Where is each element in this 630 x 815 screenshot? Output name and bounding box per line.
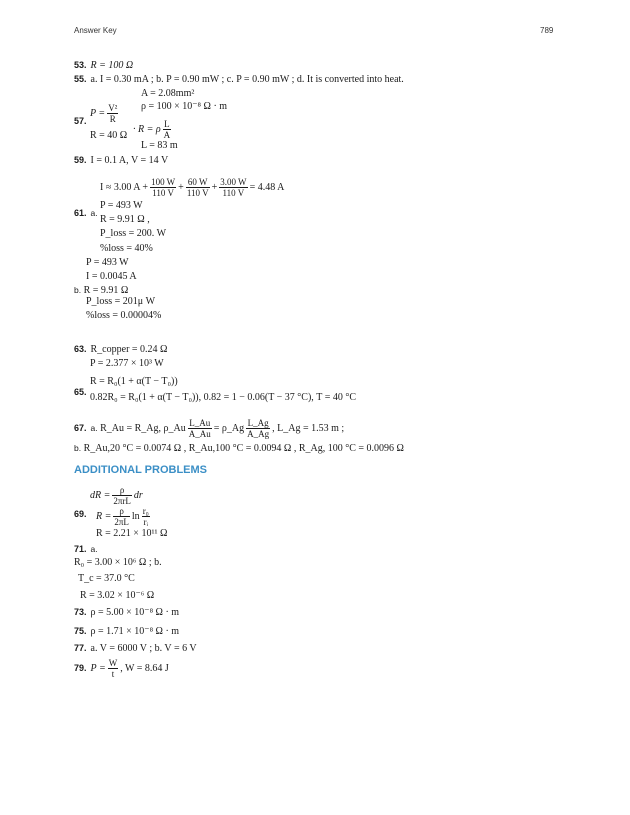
denominator: A_Ag [247,429,270,439]
equation-rhs: = 4.48 A [249,181,285,193]
part-label: b. [74,443,82,453]
numerator: ρ [113,506,130,517]
answer-text: a. I = 0.30 mA ; b. P = 0.90 mW ; c. P = 0.90 mW ; d. It is converted into heat. [90,74,404,85]
answer-67b [74,442,404,455]
answer-57-length: L = 83 m [141,140,178,151]
answer-text: , W = 8.64 J [120,662,169,674]
answer-text: ρ = 1.71 × 10⁻⁸ Ω · m [90,626,180,637]
problem-number: 57. [74,116,87,126]
fraction [113,506,130,527]
formula-end: dr [133,489,143,501]
problem-number: 75. [74,626,87,636]
answer-text: ρ = 5.00 × 10⁻⁸ Ω · m [90,607,180,618]
answer-55 [74,73,404,86]
numerator: ρ [112,485,132,496]
part-label: a. [90,208,98,218]
answer-65-solution: 0.82R₀ = R₀(1 + α(T − T₀)), 0.82 = 1 − 0.06(T − 37 °C), T = 40 °C [90,392,357,403]
answer-text: R_Au,20 °C = 0.0074 Ω , R_Au,100 °C = 0.0094 Ω , R_Ag, 100 °C = 0.0096 Ω [83,443,404,454]
answer-text: = ρ_Ag [213,422,245,434]
numerator: 3.00 W [220,177,247,187]
answer-69-differential [90,485,143,506]
answer-63 [74,343,167,356]
answer-61-number [74,207,98,220]
numerator: L [164,119,170,129]
part-label: a. [90,422,98,433]
answer-text: a. V = 6000 V ; b. V = 6 V [90,643,197,654]
fraction [107,103,118,124]
numerator: 100 W [151,177,176,187]
problem-number: 73. [74,607,87,617]
formula-lhs: dR = [90,489,111,501]
denominator: 110 V [152,188,174,198]
equation-lhs: I ≈ 3.00 A + [100,181,149,193]
problem-number: 65. [74,387,87,397]
answer-61a-resistance: R = 9.91 Ω , [100,214,150,225]
answer-79 [74,658,169,679]
answer-59-equation [100,177,284,198]
answer-75 [74,625,179,638]
fraction [188,418,212,439]
formula-lhs: R = [96,510,112,522]
answer-69-integral [96,506,152,527]
denominator: rᵢ [143,517,148,527]
answer-61b-loss: P_loss = 201μ W [86,296,156,307]
answer-65-number [74,386,91,399]
denominator: R [109,114,116,124]
formula-lhs: P = [90,662,106,674]
part-label: a. [90,544,98,554]
fraction [108,658,119,679]
answer-61a-loss: P_loss = 200. W [100,228,167,239]
numerator: 60 W [186,177,210,188]
answer-57-resistivity: ρ = 100 × 10⁻⁸ Ω · m [141,101,228,112]
problem-number: 71. [74,544,87,554]
problem-number: 79. [74,662,87,673]
fraction [163,119,172,140]
answer-71-temperature: T_c = 37.0 °C [78,573,135,584]
fraction [246,418,270,439]
fraction [112,485,132,506]
answer-text: I = 0.1 A, V = 14 V [90,155,169,166]
plus-sign: + [178,181,184,193]
plus-sign: + [211,181,218,193]
answer-61b-percent: %loss = 0.00004% [86,310,162,321]
page-number: 789 [540,26,554,35]
answer-53 [74,59,133,72]
answer-61a-percent: %loss = 40% [100,243,153,254]
answer-71 [74,543,98,556]
answer-57-resistance-formula [133,119,173,140]
running-header: Answer Key [74,26,117,35]
denominator: t [111,669,115,679]
part-label: b. [74,285,82,295]
answer-59 [74,154,168,167]
denominator: 2πrL [113,496,131,506]
log-function: ln [131,510,140,522]
numerator: L_Ag [247,418,269,428]
answer-text: , L_Ag = 1.53 m ; [272,422,345,434]
answer-61b-power: P = 493 W [86,257,129,268]
numerator: V² [108,103,118,113]
answer-69-number [74,508,91,521]
answer-71-resistance: R₀ = 3.00 × 10⁶ Ω ; b. [74,557,162,568]
answer-71-result: R = 3.02 × 10⁻⁶ Ω [80,590,155,601]
answer-77 [74,642,197,655]
answer-69-result: R = 2.21 × 10¹¹ Ω [96,528,168,539]
denominator: A_Au [188,429,211,439]
answer-67a [74,418,344,439]
numerator: r₀ [142,506,149,516]
problem-number: 67. [74,422,87,433]
answer-text: R_copper = 0.24 Ω [90,344,168,355]
problem-number: 69. [74,509,87,519]
answer-65-formula: R = R₀(1 + α(T − T₀)) [90,376,178,387]
problem-number: 53. [74,60,87,70]
formula-lhs: P = [90,107,106,119]
problem-number: 77. [74,643,87,653]
denominator: 110 V [186,188,209,198]
numerator: L_Au [189,418,211,428]
answer-61a-power: P = 493 W [100,200,143,211]
section-title: ADDITIONAL PROBLEMS [74,464,208,476]
problem-number: 63. [74,344,87,354]
answer-61b-current: I = 0.0045 A [86,271,137,282]
numerator: W [108,658,118,668]
denominator: 2πL [114,517,129,527]
problem-number: 55. [74,74,87,84]
denominator: 110 V [222,188,245,198]
answer-63-power: P = 2.377 × 10³ W [90,358,164,369]
denominator: A [163,130,171,140]
formula-lhs: · R = ρ [133,123,161,135]
fraction [142,506,150,527]
answer-57-resistance: R = 40 Ω [90,130,128,141]
answer-text: R = 9.91 Ω [83,285,129,296]
answer-57-number [74,115,91,128]
answer-57-area: A = 2.08mm² [141,88,195,99]
answer-text: R_Au = R_Ag, ρ_Au [100,422,186,434]
answer-text: R = 100 Ω [90,60,134,71]
fraction [186,177,210,198]
problem-number: 61. [74,208,87,218]
problem-number: 59. [74,155,87,165]
fraction [219,177,247,198]
fraction [150,177,176,198]
answer-57-power-formula [90,103,120,124]
answer-73 [74,606,179,619]
